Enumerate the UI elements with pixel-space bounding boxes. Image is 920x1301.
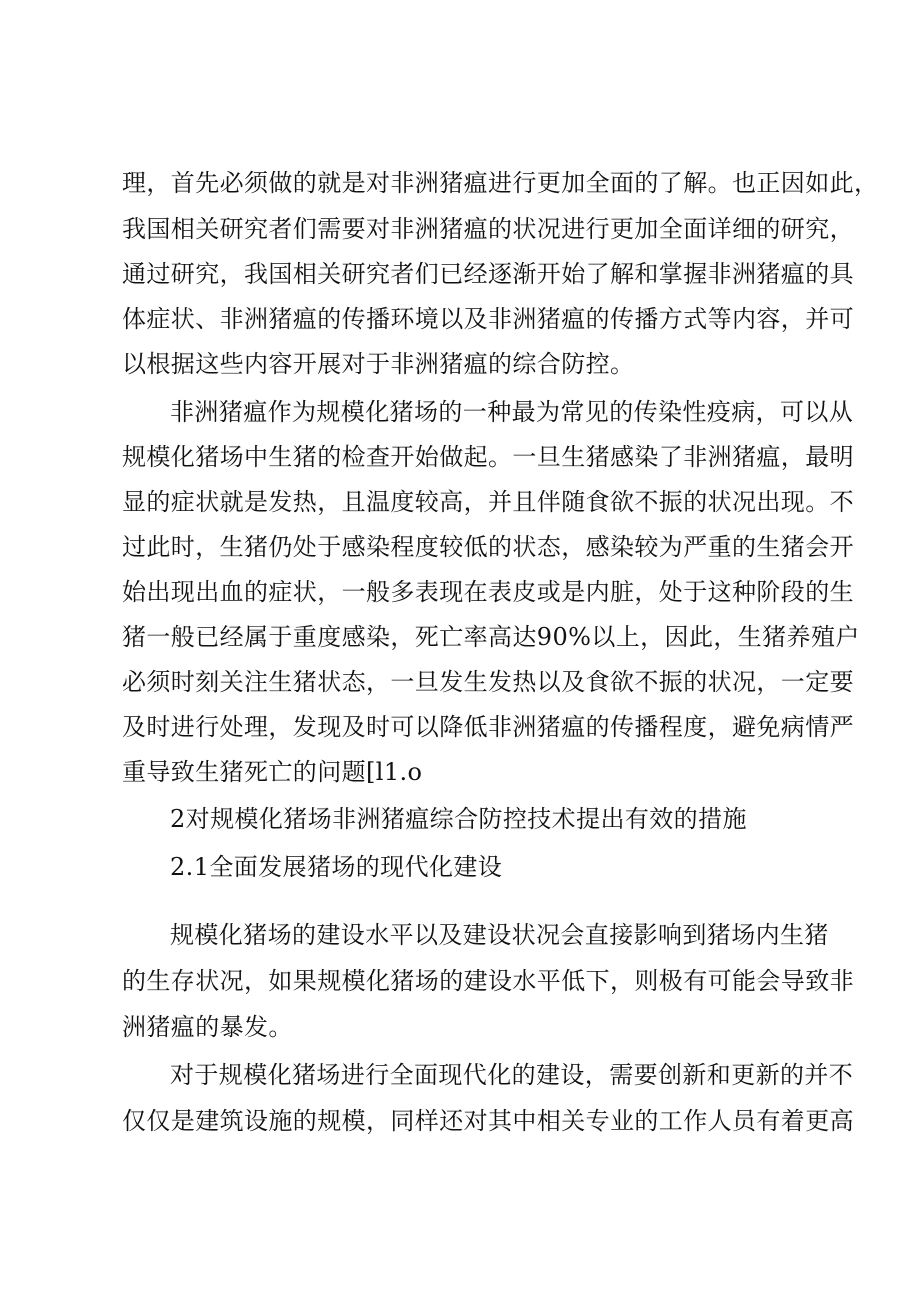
paragraph-2-line-3: 显的症状就是发热，且温度较高，并且伴随食欲不振的状况出现。不 xyxy=(122,488,854,516)
paragraph-3-line-1: 规模化猪场的建设水平以及建设状况会直接影响到猪场内生猪 xyxy=(170,921,829,949)
paragraph-3-line-2: 的生存状况，如果规模化猪场的建设水平低下，则极有可能会导致非 xyxy=(122,967,854,995)
paragraph-2-line-9: 重导致生猪死亡的问题[l1.o xyxy=(122,758,423,786)
paragraph-1-line-5: 以根据这些内容开展对于非洲猪瘟的综合防控。 xyxy=(122,350,635,378)
paragraph-2-line-2: 规模化猪场中生猪的检查开始做起。一旦生猪感染了非洲猪瘟，最明 xyxy=(122,443,854,471)
paragraph-2-line-4: 过此时，生猪仍处于感染程度较低的状态，感染较为严重的生猪会开 xyxy=(122,533,854,561)
subsection-heading-2-1: 2.1全面发展猪场的现代化建设 xyxy=(170,853,503,881)
paragraph-1-line-3: 通过研究，我国相关研究者们已经逐渐开始了解和掌握非洲猪瘟的具 xyxy=(122,260,854,288)
paragraph-2-line-8: 及时进行处理，发现及时可以降低非洲猪瘟的传播程度，避免病情严 xyxy=(122,713,854,741)
paragraph-4-line-1: 对于规模化猪场进行全面现代化的建设，需要创新和更新的并不 xyxy=(170,1061,854,1089)
paragraph-2-line-5: 始出现出血的症状，一般多表现在表皮或是内脏，处于这种阶段的生 xyxy=(122,578,854,606)
paragraph-1-line-2: 我国相关研究者们需要对非洲猪瘟的状况进行更加全面详细的研究， xyxy=(122,215,854,243)
paragraph-2-line-1: 非洲猪瘟作为规模化猪场的一种最为常见的传染性疫病，可以从 xyxy=(170,398,854,426)
paragraph-4-line-2: 仅仅是建筑设施的规模，同样还对其中相关专业的工作人员有着更高 xyxy=(122,1107,854,1135)
section-heading-2: 2对规模化猪场非洲猪瘟综合防控技术提出有效的措施 xyxy=(170,805,747,833)
paragraph-2-line-7: 必须时刻关注生猪状态，一旦发生发热以及食欲不振的状况，一定要 xyxy=(122,668,854,696)
paragraph-3-line-3: 洲猪瘟的暴发。 xyxy=(122,1013,293,1041)
paragraph-1-line-4: 体症状、非洲猪瘟的传播环境以及非洲猪瘟的传播方式等内容，并可 xyxy=(122,305,854,333)
paragraph-1-line-1: 理，首先必须做的就是对非洲猪瘟进行更加全面的了解。也正因如此， xyxy=(122,169,879,197)
paragraph-2-line-6: 猪一般已经属于重度感染，死亡率高达90%以上，因此，生猪养殖户 xyxy=(122,623,860,651)
